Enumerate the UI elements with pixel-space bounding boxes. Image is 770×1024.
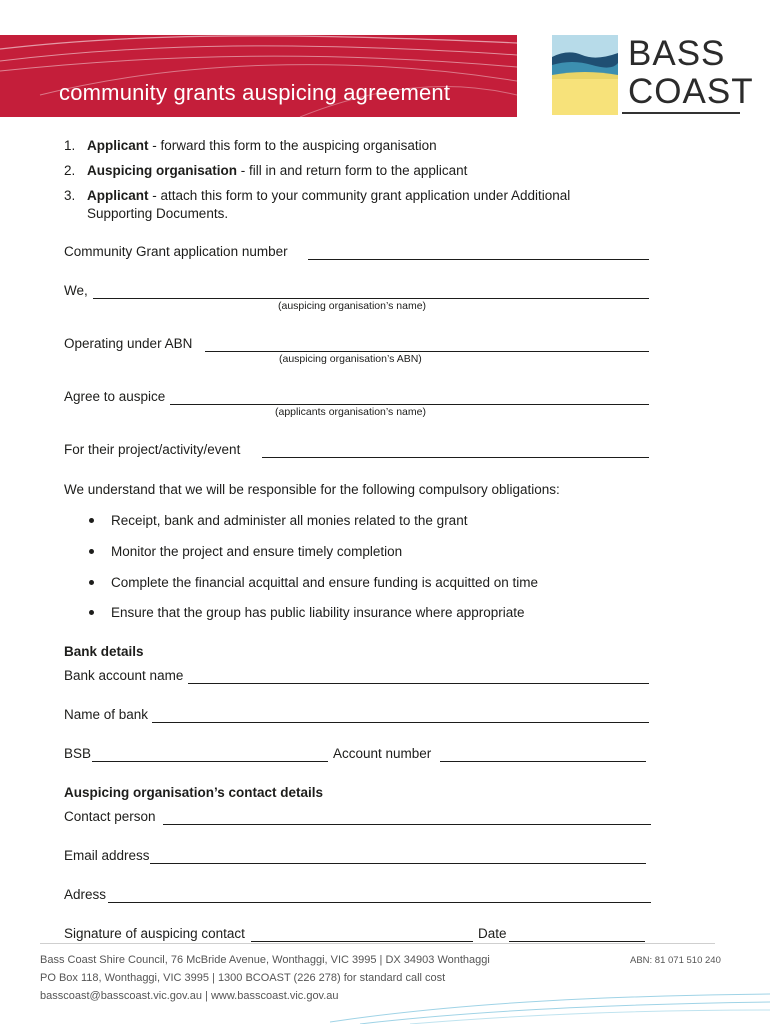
auspicing-org-name-field[interactable] xyxy=(93,284,649,299)
step-2 xyxy=(87,163,467,178)
we-label: We, xyxy=(64,283,88,298)
obligation-item: Monitor the project and ensure timely completion xyxy=(111,544,403,559)
abn-field[interactable] xyxy=(205,337,649,352)
bullet-icon xyxy=(89,610,94,615)
footer-divider xyxy=(40,943,715,944)
account-number-label: Account number xyxy=(333,746,432,761)
logo-underline xyxy=(622,112,740,114)
auspicing-org-name-hint: (auspicing organisation’s name) xyxy=(278,300,427,312)
obligation-item: Ensure that the group has public liability insurance where appropriate xyxy=(111,605,525,620)
abn-hint: (auspicing organisation’s ABN) xyxy=(279,353,422,365)
page-title: community grants auspicing agreement xyxy=(59,80,451,105)
footer-wave-decoration xyxy=(330,984,770,1024)
contact-details-heading: Auspicing organisation’s contact details xyxy=(64,785,324,800)
bsb-label: BSB xyxy=(64,746,92,761)
bank-details-heading: Bank details xyxy=(64,644,144,659)
footer-abn: ABN: 81 071 510 240 xyxy=(630,955,721,966)
date-label: Date xyxy=(478,926,507,941)
bank-name-field[interactable] xyxy=(152,708,649,723)
step-2-role: Auspicing organisation xyxy=(87,163,238,178)
step-number: 3. xyxy=(64,188,76,203)
contact-person-field[interactable] xyxy=(163,810,651,825)
obligations-intro: We understand that we will be responsible for the following compulsory obligations: xyxy=(64,482,560,497)
bank-account-name-field[interactable] xyxy=(188,669,649,684)
contact-person-label: Contact person xyxy=(64,809,156,824)
applicant-org-name-hint: (applicants organisation’s name) xyxy=(275,406,426,418)
address-label: Adress xyxy=(64,887,107,902)
bullet-icon xyxy=(89,580,94,585)
obligation-item: Complete the financial acquittal and ensure funding is acquitted on time xyxy=(111,575,539,590)
account-number-field[interactable] xyxy=(440,747,646,762)
logo-word-coast: COAST xyxy=(628,72,754,111)
applicant-org-name-field[interactable] xyxy=(170,390,649,405)
logo-landscape-icon xyxy=(552,35,618,115)
obligation-item: Receipt, bank and administer all monies related to the grant xyxy=(111,513,468,528)
email-field[interactable] xyxy=(150,849,646,864)
project-label: For their project/activity/event xyxy=(64,442,241,457)
step-number: 2. xyxy=(64,163,76,178)
signature-field[interactable] xyxy=(251,927,473,942)
address-field[interactable] xyxy=(108,888,651,903)
logo-wordmark xyxy=(628,35,754,111)
project-field[interactable] xyxy=(262,443,649,458)
step-3-role: Applicant xyxy=(87,188,149,203)
grant-number-field[interactable] xyxy=(308,245,649,260)
footer-contact-line: basscoast@basscoast.vic.gov.au | www.basscoast.vic.gov.au xyxy=(40,990,339,1002)
step-1-text: - forward this form to the auspicing organisation xyxy=(148,138,437,153)
agree-label: Agree to auspice xyxy=(64,389,166,404)
bsb-field[interactable] xyxy=(92,747,328,762)
signature-label: Signature of auspicing contact xyxy=(64,926,245,941)
abn-label: Operating under ABN xyxy=(64,336,193,351)
step-3-text: - attach this form to your community grant application under Additional xyxy=(148,188,571,203)
bullet-icon xyxy=(89,518,94,523)
grant-number-label: Community Grant application number xyxy=(64,244,288,259)
bank-account-name-label: Bank account name xyxy=(64,668,184,683)
logo-word-bass: BASS xyxy=(628,34,726,73)
bass-coast-logo xyxy=(552,34,754,117)
step-2-text: - fill in and return form to the applicant xyxy=(237,163,468,178)
bank-name-label: Name of bank xyxy=(64,707,149,722)
step-3 xyxy=(87,188,570,203)
footer-postal-line: PO Box 118, Wonthaggi, VIC 3995 | 1300 BCOAST (226 278) for standard call cost xyxy=(40,972,446,984)
bullet-icon xyxy=(89,549,94,554)
step-1-role: Applicant xyxy=(87,138,149,153)
footer-address-line: Bass Coast Shire Council, 76 McBride Avenue, Wonthaggi, VIC 3995 | DX 34903 Wonthaggi xyxy=(40,954,490,966)
step-1 xyxy=(87,138,437,153)
step-3-text-continued: Supporting Documents. xyxy=(87,206,229,221)
step-number: 1. xyxy=(64,138,76,153)
date-field[interactable] xyxy=(509,927,645,942)
email-label: Email address xyxy=(64,848,150,863)
